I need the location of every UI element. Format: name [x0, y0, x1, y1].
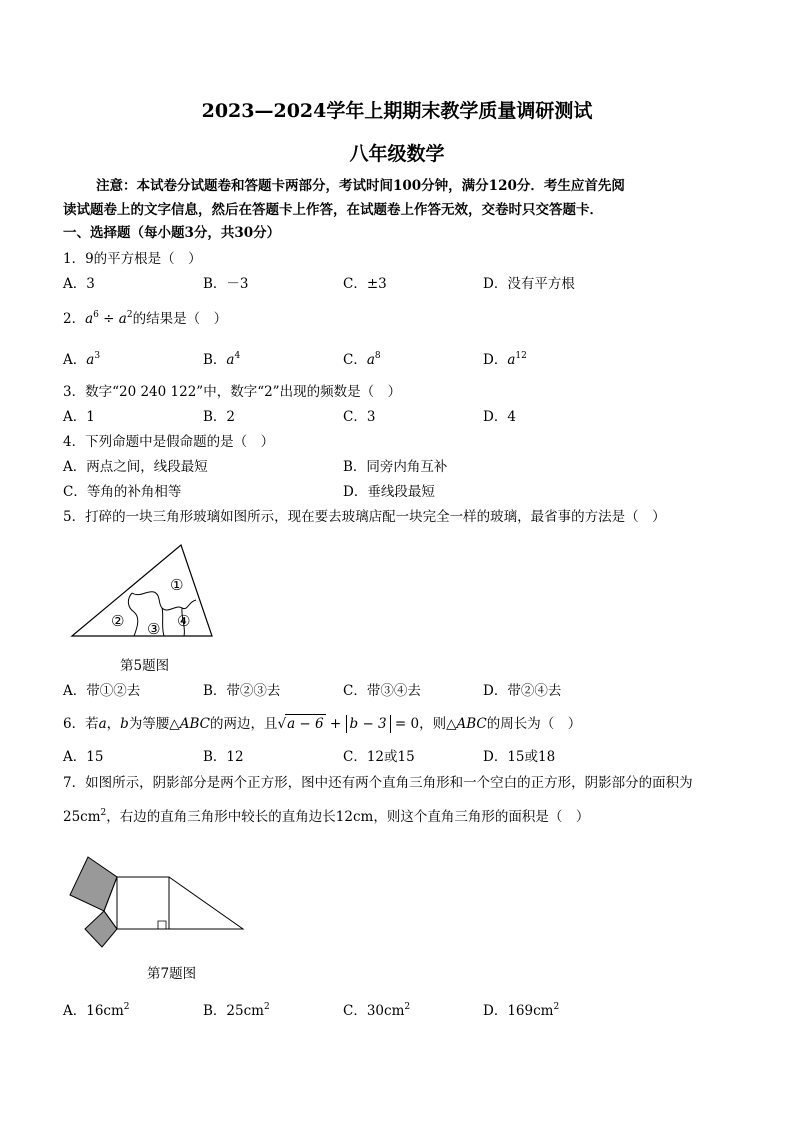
- broken-glass-figure: [68, 542, 218, 642]
- section-heading: 一、选择题（每小题3分，共30分）: [63, 225, 281, 241]
- piece-4-label: ④: [177, 612, 191, 630]
- q3-option-c: C．3: [343, 409, 376, 425]
- question-6-stem: 6．若a，b为等腰△ABC的两边，且√a − 6 + b − 3 = 0，则△ABC的周长为（ ）: [63, 716, 582, 732]
- q5-option-b: B．带②③去: [203, 683, 281, 699]
- q5-figure-caption: 第5题图: [120, 658, 170, 674]
- q1-option-d: D．没有平方根: [483, 276, 575, 292]
- q1-option-a: A．3: [63, 276, 95, 292]
- squares-triangles-figure: [66, 853, 246, 953]
- notice-line-1: [96, 177, 625, 195]
- q4-option-a: A．两点之间，线段最短: [63, 459, 208, 475]
- q7-option-a: A．$16cm^2$: [63, 1002, 130, 1019]
- q3-option-a: A．1: [63, 409, 95, 425]
- q4-option-d: D．垂线段最短: [343, 484, 435, 500]
- notice-line-2: 读试题卷上的文字信息，然后在答题卡上作答，在试题卷上作答无效，交卷时只交答题卡．: [63, 202, 603, 218]
- q2-option-a: A．$a^3$: [63, 351, 101, 368]
- question-2-stem: 2．$a^6 \div a^2$的结果是（ ）: [63, 310, 228, 327]
- q6-option-b: B．12: [203, 749, 244, 765]
- q5-option-c: C．带③④去: [343, 683, 421, 699]
- question-1-stem: 1．9的平方根是（ ）: [63, 251, 202, 267]
- exam-subject: 八年级数学: [349, 143, 445, 165]
- q1-option-c: C．±3: [343, 276, 387, 292]
- sqrt-sign: √: [277, 716, 287, 732]
- q5-option-a: A．带①②去: [63, 683, 141, 699]
- question-7-line-2: $25cm^2$，右边的直角三角形中较长的直角边长12cm，则这个直角三角形的面积是（ ）: [63, 808, 590, 825]
- piece-3-label: ③: [147, 620, 161, 638]
- q7-figure-caption: 第7题图: [147, 966, 197, 982]
- q5-option-d: D．带②④去: [483, 683, 562, 699]
- q3-option-b: B．2: [203, 409, 236, 425]
- q4-option-c: C．等角的补角相等: [63, 484, 182, 500]
- q6-option-d: D．15或18: [483, 749, 556, 765]
- question-4-stem: 4．下列命题中是假命题的是（ ）: [63, 434, 275, 450]
- q7-option-d: D．$169cm^2$: [483, 1002, 560, 1019]
- q2-option-d: D．$a^{12}$: [483, 351, 527, 368]
- notice-text-1: 本试卷分试题卷和答题卡两部分，考试时间100分钟，满分120分．考生应首先阅: [136, 178, 625, 194]
- notice-label: 注意：: [96, 178, 137, 194]
- question-7-line-1: 7．如图所示，阴影部分是两个正方形，图中还有两个直角三角形和一个空白的正方形，阴影部分的面积为: [63, 775, 693, 791]
- piece-2-label: ②: [111, 612, 125, 630]
- q4-option-b: B．同旁内角互补: [343, 459, 448, 475]
- piece-1-label: ①: [170, 576, 184, 594]
- exam-title: 2023—2024学年上期期末教学质量调研测试: [201, 100, 593, 122]
- question-3-stem: 3．数字“20 240 122”中，数字“2”出现的频数是（ ）: [63, 384, 402, 400]
- q2-option-b: B．$a^4$: [203, 351, 241, 368]
- q7-option-c: C．$30cm^2$: [343, 1002, 411, 1019]
- q6-option-c: C．12或15: [343, 749, 415, 765]
- q2-option-c: C．$a^8$: [343, 351, 381, 368]
- question-5-stem: 5．打碎的一块三角形玻璃如图所示，现在要去玻璃店配一块完全一样的玻璃，最省事的方法是（ ）: [63, 509, 666, 525]
- q7-option-b: B．$25cm^2$: [203, 1002, 270, 1019]
- q6-option-a: A．15: [63, 749, 104, 765]
- q3-option-d: D．4: [483, 409, 516, 425]
- q1-option-b: B．－3: [203, 276, 249, 292]
